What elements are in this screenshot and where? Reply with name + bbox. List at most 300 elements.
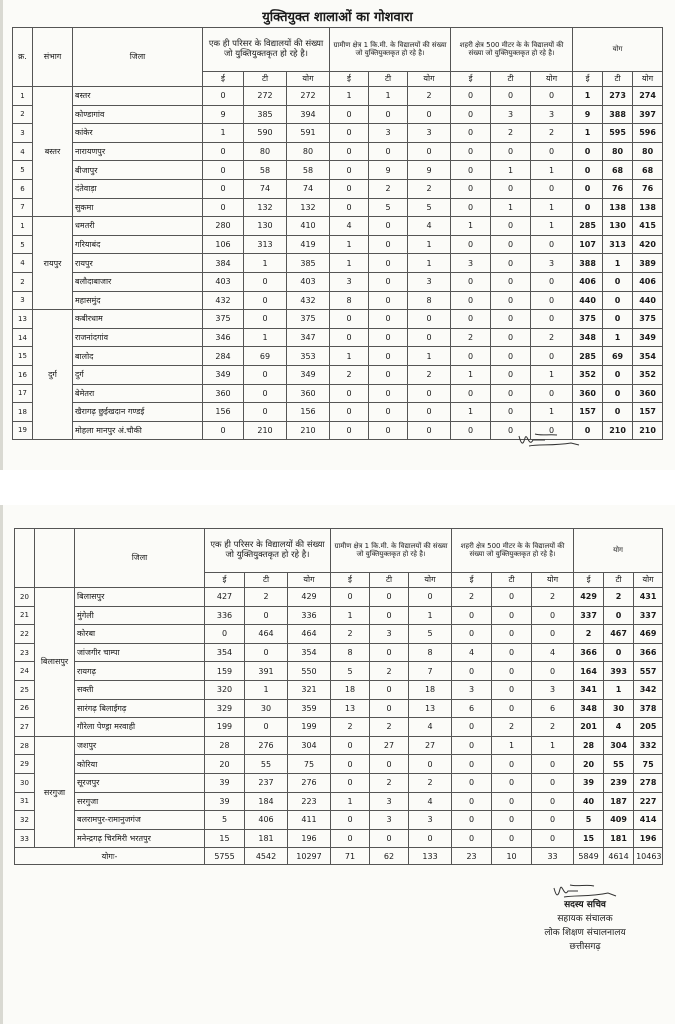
cell-value: 0	[370, 643, 409, 662]
signatory-state: छत्तीसगढ़	[569, 942, 601, 952]
cell-value: 0	[330, 403, 369, 422]
cell-value: 107	[573, 235, 603, 254]
cell-value: 0	[330, 198, 369, 217]
cell-value: 5	[408, 198, 451, 217]
cell-value: 0	[369, 105, 408, 124]
cell-value: 0	[532, 792, 574, 811]
subheader: ई	[331, 573, 370, 588]
table-row	[15, 736, 663, 755]
table-row	[13, 142, 663, 161]
district-name: सक्ती	[75, 680, 205, 699]
cell-value: 181	[604, 829, 634, 848]
scan-edge	[0, 505, 3, 1024]
district-name: बलरामपुर-रामानुजगंज	[75, 811, 205, 830]
cell-value: 354	[633, 347, 663, 366]
cell-value: 1	[603, 254, 633, 273]
cell-value: 285	[573, 347, 603, 366]
cell-value: 431	[634, 588, 663, 607]
cell-value: 0	[452, 755, 492, 774]
district-name: बिलासपुर	[75, 588, 205, 607]
cell-value: 1	[532, 736, 574, 755]
cell-value: 55	[245, 755, 288, 774]
cell-value: 4	[330, 217, 369, 236]
cell-value: 0	[451, 87, 491, 106]
cell-value: 15	[205, 829, 245, 848]
header-same-campus: एक ही परिसर के विद्यालयों की संख्या जो युक्तियुक्तकृत हो रहे है।	[203, 28, 330, 72]
cell-value: 0	[531, 310, 573, 329]
cell-value: 2	[451, 328, 491, 347]
cell-value: 210	[603, 421, 633, 440]
cell-value: 0	[603, 384, 633, 403]
row-serial: 3	[13, 291, 33, 310]
district-name: दंतेवाड़ा	[73, 179, 203, 198]
total-row	[15, 848, 663, 865]
cell-value: 440	[573, 291, 603, 310]
cell-value: 360	[633, 384, 663, 403]
cell-value: 28	[574, 736, 604, 755]
table-row	[15, 699, 663, 718]
cell-value: 0	[491, 272, 531, 291]
cell-value: 58	[244, 161, 287, 180]
cell-value: 393	[604, 662, 634, 681]
cell-value: 388	[573, 254, 603, 273]
cell-value: 1	[451, 365, 491, 384]
cell-value: 27	[370, 736, 409, 755]
cell-value: 0	[492, 606, 532, 625]
cell-value: 74	[244, 179, 287, 198]
cell-value: 0	[532, 625, 574, 644]
cell-value: 0	[331, 755, 370, 774]
cell-value: 0	[369, 384, 408, 403]
cell-value: 385	[244, 105, 287, 124]
row-serial: 13	[13, 310, 33, 329]
cell-value: 28	[205, 736, 245, 755]
cell-value: 106	[203, 235, 244, 254]
cell-value: 348	[573, 328, 603, 347]
row-serial: 20	[15, 588, 35, 607]
cell-value: 1	[451, 403, 491, 422]
cell-value: 199	[205, 718, 245, 737]
cell-value: 360	[287, 384, 330, 403]
row-serial: 4	[13, 254, 33, 273]
table-row	[13, 105, 663, 124]
cell-value: 0	[369, 347, 408, 366]
cell-value: 0	[603, 291, 633, 310]
cell-value: 0	[531, 272, 573, 291]
table-row	[13, 272, 663, 291]
table-body-page-2	[15, 588, 663, 865]
cell-value: 0	[330, 310, 369, 329]
cell-value: 74	[287, 179, 330, 198]
row-serial: 24	[15, 662, 35, 681]
row-serial: 2	[13, 272, 33, 291]
cell-value: 6	[532, 699, 574, 718]
cell-value: 336	[205, 606, 245, 625]
signatory-role: सदस्य सचिव	[564, 900, 606, 910]
signatory-office: लोक शिक्षण संचालनालय	[544, 928, 626, 938]
cell-value: 3	[369, 124, 408, 143]
cell-value: 469	[634, 625, 663, 644]
subheader: योग	[532, 573, 574, 588]
cell-value: 272	[287, 87, 330, 106]
cell-value: 0	[452, 773, 492, 792]
cell-value: 0	[573, 421, 603, 440]
subheader: योग	[409, 573, 452, 588]
cell-value: 2	[492, 718, 532, 737]
cell-value: 0	[330, 179, 369, 198]
cell-value: 9	[408, 161, 451, 180]
row-serial: 6	[13, 179, 33, 198]
cell-value: 3	[451, 254, 491, 273]
header-sr	[15, 529, 35, 588]
total-value: 10	[492, 848, 532, 865]
table-row	[15, 680, 663, 699]
cell-value: 432	[203, 291, 244, 310]
cell-value: 0	[492, 755, 532, 774]
row-serial: 3	[13, 124, 33, 143]
subheader: टी	[603, 72, 633, 87]
document-page-1	[0, 0, 675, 470]
cell-value: 432	[287, 291, 330, 310]
cell-value: 0	[370, 680, 409, 699]
row-serial: 1	[13, 87, 33, 106]
district-name: बालोद	[73, 347, 203, 366]
header-division: संभाग	[33, 28, 73, 87]
cell-value: 223	[288, 792, 331, 811]
district-name: कोरबा	[75, 625, 205, 644]
cell-value: 595	[603, 124, 633, 143]
cell-value: 0	[603, 272, 633, 291]
cell-value: 389	[633, 254, 663, 273]
cell-value: 348	[574, 699, 604, 718]
cell-value: 4	[409, 718, 452, 737]
cell-value: 284	[203, 347, 244, 366]
total-value: 23	[452, 848, 492, 865]
cell-value: 201	[574, 718, 604, 737]
cell-value: 352	[633, 365, 663, 384]
cell-value: 8	[409, 643, 452, 662]
cell-value: 1	[531, 217, 573, 236]
cell-value: 2	[331, 625, 370, 644]
cell-value: 39	[205, 792, 245, 811]
cell-value: 210	[244, 421, 287, 440]
cell-value: 0	[203, 421, 244, 440]
cell-value: 2	[532, 588, 574, 607]
cell-value: 0	[573, 179, 603, 198]
cell-value: 187	[604, 792, 634, 811]
row-serial: 4	[13, 142, 33, 161]
table-row	[13, 403, 663, 422]
cell-value: 0	[369, 365, 408, 384]
cell-value: 39	[574, 773, 604, 792]
cell-value: 0	[409, 588, 452, 607]
cell-value: 375	[573, 310, 603, 329]
cell-value: 0	[245, 643, 288, 662]
signature-block	[510, 898, 660, 954]
cell-value: 1	[408, 254, 451, 273]
cell-value: 0	[532, 811, 574, 830]
cell-value: 550	[288, 662, 331, 681]
cell-value: 3	[408, 272, 451, 291]
cell-value: 360	[573, 384, 603, 403]
district-name: जांजगीर चाम्पा	[75, 643, 205, 662]
cell-value: 80	[633, 142, 663, 161]
table-row	[15, 811, 663, 830]
total-value: 10297	[288, 848, 331, 865]
cell-value: 320	[205, 680, 245, 699]
cell-value: 80	[244, 142, 287, 161]
cell-value: 2	[491, 124, 531, 143]
cell-value: 2	[531, 328, 573, 347]
cell-value: 132	[287, 198, 330, 217]
cell-value: 130	[603, 217, 633, 236]
cell-value: 0	[532, 755, 574, 774]
cell-value: 0	[331, 811, 370, 830]
header-same-campus: एक ही परिसर के विद्यालयों की संख्या जो युक्तियुक्तकृत हो रहे है।	[205, 529, 331, 573]
cell-value: 276	[288, 773, 331, 792]
cell-value: 2	[409, 773, 452, 792]
cell-value: 196	[634, 829, 663, 848]
table-row	[13, 124, 663, 143]
cell-value: 414	[634, 811, 663, 830]
cell-value: 0	[492, 643, 532, 662]
cell-value: 68	[603, 161, 633, 180]
cell-value: 0	[451, 161, 491, 180]
cell-value: 138	[603, 198, 633, 217]
cell-value: 6	[452, 699, 492, 718]
cell-value: 0	[531, 421, 573, 440]
cell-value: 0	[531, 87, 573, 106]
cell-value: 2	[531, 124, 573, 143]
cell-value: 0	[331, 588, 370, 607]
header-rural-1km: ग्रामीण क्षेत्र 1 कि.मी. के विद्यालयों की संख्या जो युक्तियुक्तकृत हो रहे है।	[330, 28, 451, 72]
cell-value: 3	[330, 272, 369, 291]
cell-value: 0	[330, 105, 369, 124]
cell-value: 0	[203, 198, 244, 217]
row-serial: 31	[15, 792, 35, 811]
table-row	[13, 310, 663, 329]
cell-value: 1	[531, 365, 573, 384]
cell-value: 321	[288, 680, 331, 699]
cell-value: 156	[203, 403, 244, 422]
cell-value: 1	[408, 235, 451, 254]
cell-value: 3	[491, 105, 531, 124]
row-serial: 5	[13, 235, 33, 254]
district-name: सारंगढ़ बिलाईगढ़	[75, 699, 205, 718]
cell-value: 385	[287, 254, 330, 273]
cell-value: 0	[369, 254, 408, 273]
cell-value: 30	[604, 699, 634, 718]
subheader: टी	[370, 573, 409, 588]
district-name: कांकेर	[73, 124, 203, 143]
cell-value: 349	[633, 328, 663, 347]
district-name: कबीरधाम	[73, 310, 203, 329]
cell-value: 3	[532, 680, 574, 699]
row-serial: 15	[13, 347, 33, 366]
cell-value: 0	[573, 161, 603, 180]
cell-value: 0	[244, 403, 287, 422]
cell-value: 68	[633, 161, 663, 180]
cell-value: 0	[330, 161, 369, 180]
table-row	[15, 606, 663, 625]
cell-value: 354	[205, 643, 245, 662]
division-name: बस्तर	[33, 87, 73, 217]
cell-value: 2	[369, 179, 408, 198]
cell-value: 1	[244, 254, 287, 273]
cell-value: 1	[573, 87, 603, 106]
cell-value: 0	[408, 105, 451, 124]
cell-value: 0	[491, 87, 531, 106]
cell-value: 39	[205, 773, 245, 792]
subheader: ई	[203, 72, 244, 87]
table-row	[15, 588, 663, 607]
cell-value: 0	[531, 347, 573, 366]
cell-value: 75	[288, 755, 331, 774]
cell-value: 0	[451, 142, 491, 161]
total-value: 4614	[604, 848, 634, 865]
cell-value: 227	[634, 792, 663, 811]
header-district: जिला	[75, 529, 205, 588]
row-serial: 2	[13, 105, 33, 124]
cell-value: 406	[245, 811, 288, 830]
district-name: कोण्डागांव	[73, 105, 203, 124]
table-row	[13, 347, 663, 366]
cell-value: 2	[331, 718, 370, 737]
cell-value: 0	[492, 588, 532, 607]
cell-value: 591	[287, 124, 330, 143]
row-serial: 26	[15, 699, 35, 718]
cell-value: 0	[452, 829, 492, 848]
subheader: योग	[633, 72, 663, 87]
cell-value: 342	[634, 680, 663, 699]
cell-value: 4	[532, 643, 574, 662]
subheader: टी	[369, 72, 408, 87]
cell-value: 0	[491, 254, 531, 273]
cell-value: 196	[288, 829, 331, 848]
subheader: योग	[287, 72, 330, 87]
cell-value: 1	[244, 328, 287, 347]
district-name: बलौदाबाजार	[73, 272, 203, 291]
cell-value: 13	[409, 699, 452, 718]
cell-value: 1	[531, 161, 573, 180]
division-name: बिलासपुर	[35, 588, 75, 737]
cell-value: 210	[287, 421, 330, 440]
cell-value: 3	[408, 124, 451, 143]
cell-value: 3	[409, 811, 452, 830]
table-row	[13, 254, 663, 273]
cell-value: 406	[633, 272, 663, 291]
cell-value: 337	[634, 606, 663, 625]
cell-value: 0	[603, 403, 633, 422]
cell-value: 0	[492, 792, 532, 811]
cell-value: 0	[491, 310, 531, 329]
cell-value: 0	[370, 699, 409, 718]
row-serial: 28	[15, 736, 35, 755]
total-value: 62	[370, 848, 409, 865]
cell-value: 464	[288, 625, 331, 644]
cell-value: 0	[408, 403, 451, 422]
table-row	[13, 235, 663, 254]
subheader: योग	[288, 573, 331, 588]
cell-value: 138	[633, 198, 663, 217]
cell-value: 1	[492, 736, 532, 755]
cell-value: 0	[451, 310, 491, 329]
cell-value: 5	[205, 811, 245, 830]
cell-value: 341	[574, 680, 604, 699]
cell-value: 0	[369, 272, 408, 291]
total-value: 4542	[245, 848, 288, 865]
cell-value: 0	[451, 198, 491, 217]
row-serial: 22	[15, 625, 35, 644]
district-name: सरगुजा	[75, 792, 205, 811]
cell-value: 3	[531, 254, 573, 273]
cell-value: 304	[604, 736, 634, 755]
division-name: सरगुजा	[35, 736, 75, 848]
cell-value: 596	[633, 124, 663, 143]
cell-value: 0	[603, 310, 633, 329]
cell-value: 2	[408, 87, 451, 106]
cell-value: 360	[203, 384, 244, 403]
cell-value: 2	[604, 588, 634, 607]
cell-value: 1	[531, 198, 573, 217]
total-value: 71	[331, 848, 370, 865]
cell-value: 409	[604, 811, 634, 830]
table-row	[15, 662, 663, 681]
cell-value: 3	[452, 680, 492, 699]
table-row	[15, 773, 663, 792]
cell-value: 384	[203, 254, 244, 273]
cell-value: 304	[288, 736, 331, 755]
cell-value: 164	[574, 662, 604, 681]
cell-value: 9	[573, 105, 603, 124]
table-row	[13, 179, 663, 198]
cell-value: 0	[244, 310, 287, 329]
cell-value: 0	[451, 384, 491, 403]
cell-value: 55	[604, 755, 634, 774]
header-urban-500m: शहरी क्षेत्र 500 मीटर के के विद्यालयों की संख्या जो युक्तियुक्तकृत हो रहे है।	[452, 529, 574, 573]
cell-value: 184	[245, 792, 288, 811]
table-row	[15, 718, 663, 737]
cell-value: 375	[633, 310, 663, 329]
cell-value: 0	[409, 829, 452, 848]
cell-value: 0	[245, 606, 288, 625]
cell-value: 0	[452, 606, 492, 625]
cell-value: 366	[574, 643, 604, 662]
cell-value: 0	[532, 773, 574, 792]
cell-value: 4	[408, 217, 451, 236]
cell-value: 1	[603, 328, 633, 347]
cell-value: 0	[370, 755, 409, 774]
cell-value: 0	[369, 310, 408, 329]
cell-value: 0	[330, 142, 369, 161]
cell-value: 2	[330, 365, 369, 384]
cell-value: 378	[634, 699, 663, 718]
cell-value: 1	[330, 87, 369, 106]
district-name: कोरिया	[75, 755, 205, 774]
cell-value: 0	[492, 662, 532, 681]
district-name: नारायणपुर	[73, 142, 203, 161]
table-row	[13, 217, 663, 236]
district-name: सूरजपुर	[75, 773, 205, 792]
cell-value: 0	[244, 272, 287, 291]
cell-value: 4	[452, 643, 492, 662]
cell-value: 157	[573, 403, 603, 422]
cell-value: 8	[330, 291, 369, 310]
cell-value: 359	[288, 699, 331, 718]
cell-value: 0	[491, 347, 531, 366]
table-row	[13, 291, 663, 310]
cell-value: 181	[245, 829, 288, 848]
